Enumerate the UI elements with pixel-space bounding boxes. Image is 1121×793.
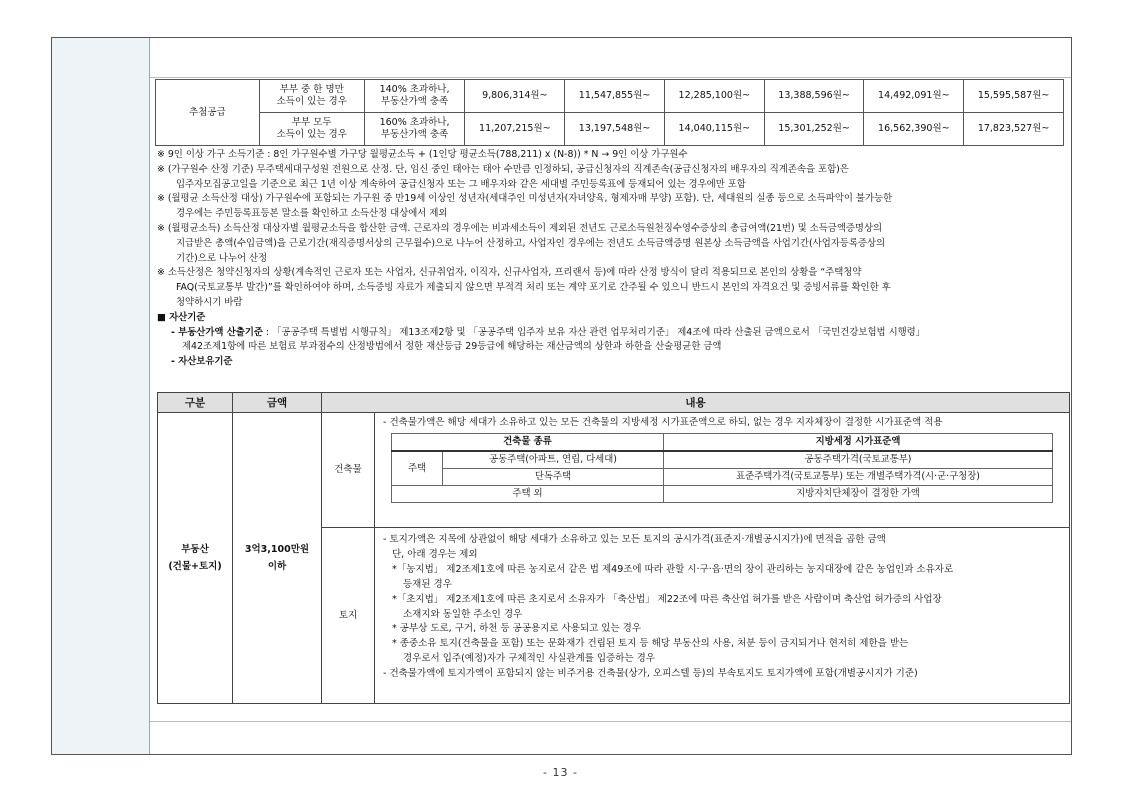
income-criteria-table [155, 79, 1064, 146]
note-line: FAQ(국토교통부 발간)”를 확인하여야 하며, 소득증빙 자료가 제출되지 않으면 부적격 처리 또는 계약 포기로 간주될 수 있으니 반드시 본인의 자격요건 및 증빙서류를 확인한 후 [176, 282, 891, 294]
real-estate-basis-cont: 제42조제1항에 따른 보험료 부과점수의 산정방법에서 정한 재산등급 29등급에 해당하는 재산금액의 상한과 하한을 산술평균한 금액 [182, 341, 722, 353]
note-line: 입주자모집공고일을 기준으로 최근 1년 이상 계속하여 공급신청자 또는 그 배우자와 같은 세대별 주민등록표에 등재되어 있는 경우에만 포함 [176, 178, 746, 190]
land-line: - 토지가액은 지목에 상관없이 해당 세대가 소유하고 있는 모든 토지의 공시가격(표준지·개별공시지가)에 면적을 곱한 금액 [383, 534, 886, 545]
table-row [392, 451, 1053, 469]
note-line: 청약하시기 바람 [176, 296, 243, 308]
condition-cell: 160% 초과하나, 부동산가액 충족 [364, 113, 465, 146]
building-label: 건축물 [322, 413, 375, 528]
standard-value-header: 지방세정 시가표준액 [664, 434, 1053, 452]
condition-cell: 부부 중 한 명만 소득이 있는 경우 [259, 80, 364, 113]
income-value: 15,595,587원~ [964, 80, 1064, 113]
amount-cell: 3억3,100만원 이하 [233, 413, 322, 704]
land-line: * 공부상 도로, 구거, 하천 등 공공용지로 사용되고 있는 경우 [392, 623, 642, 635]
income-value: 11,207,215원~ [465, 113, 565, 146]
income-value: 9,806,314원~ [465, 80, 565, 113]
real-estate-basis [157, 326, 1069, 341]
land-line: 등재된 경우 [403, 578, 452, 590]
income-value: 16,562,390원~ [864, 113, 964, 146]
note-line: ※ (월평균 소득산정 대상) 가구원수에 포함되는 가구원 중 만19세 이상인 성년자(세대주인 미성년자(자녀양육, 형제자매 부양) 포함). 단, 세대원의 실종 등으로 소득파악이 불가능한 [157, 193, 893, 205]
land-line: 단, 아래 경우는 제외 [392, 548, 478, 560]
asset-holding-heading: - 자산보유기준 [171, 356, 233, 368]
land-label: 토지 [322, 528, 375, 704]
note-line: ※ 9인 이상 가구 소득기준 : 8인 가구원수별 가구당 월평균소득 + (1인당 평균소득(788,211) x (N-8)) * N → 9인 이상 가구원수 [157, 149, 688, 160]
building-type-header: 건축물 종류 [392, 434, 664, 452]
header-amount: 금액 [233, 393, 322, 413]
page-number: - 13 - [543, 766, 578, 779]
income-value: 13,197,548원~ [565, 113, 665, 146]
condition-cell: 140% 초과하나, 부동산가액 충족 [364, 80, 465, 113]
income-value: 14,040,115원~ [664, 113, 764, 146]
land-line: *「초지법」 제2조제1호에 따른 초지로서 소유자가 「축산법」 제22조에 따른 축산업 허가를 받은 사람이며 축산업 허가증의 사업장 [392, 593, 942, 605]
notes-section [157, 148, 1069, 370]
condition-cell: 부부 모두 소득이 있는 경우 [259, 113, 364, 146]
header-content: 내용 [322, 393, 1070, 413]
table-row [158, 413, 1070, 528]
note-line: 경우에는 주민등록표등본 말소를 확인하고 소득산정 대상에서 제외 [176, 208, 448, 220]
land-line: *「농지법」 제2조제1호에 따른 농지로서 같은 법 제49조에 따라 관할 시·구·읍·면의 장이 관리하는 농지대장에 같은 농업인과 소유자로 [392, 563, 954, 575]
bottom-band [150, 721, 1071, 754]
standard-value: 표준주택가격(국토교통부) 또는 개별주택가격(시·군·구청장) [664, 469, 1053, 486]
income-value: 17,823,527원~ [964, 113, 1064, 146]
asset-criteria-table [157, 392, 1070, 704]
table-row [156, 113, 1064, 146]
building-content [375, 413, 1070, 528]
income-value: 15,301,252원~ [764, 113, 864, 146]
supply-type-cell: 추첨공급 [156, 80, 260, 146]
income-value: 11,547,855원~ [565, 80, 665, 113]
note-line: 지급받은 총액(수입금액)을 근로기간(재직증명서상의 근무월수)으로 나누어 산정하고, 사업자인 경우에는 전년도 소득금액증명 원본상 소득금액을 사업기간(사업자등록증상의 [176, 237, 886, 249]
land-line: - 건축물가액에 토지가액이 포함되지 않는 비주거용 건축물(상가, 오피스텔 등)의 부속토지도 토지가액에 포함(개별공시지가 기준) [383, 668, 918, 680]
building-type: 단독주택 [443, 469, 664, 486]
table-header-row [392, 434, 1053, 452]
note-line: ※ (월평균소득) 소득산정 대상자별 월평균소득을 합산한 금액. 근로자의 경우에는 비과세소득이 제외된 전년도 근로소득원천징수영수증상의 총급여액(21번) 및 소득금액증명상의 [157, 222, 883, 234]
note-line: ※ (가구원수 산정 기준) 무주택세대구성원 전원으로 산정. 단, 임신 중인 태아는 태아 수만큼 인정하되, 공급신청자의 직계존속(공급신청자의 배우자의 직계존속을 포함)은 [157, 163, 849, 175]
table-row [156, 80, 1064, 113]
land-line: 소재지와 동일한 주소인 경우 [403, 608, 523, 620]
income-value: 14,492,091원~ [864, 80, 964, 113]
left-sidebar-column [52, 38, 150, 754]
asset-criteria-heading: ■ 자산기준 [157, 311, 206, 323]
real-estate-basis-label: - 부동산가액 산출기준 [171, 326, 263, 338]
top-band [150, 38, 1071, 78]
land-content [375, 528, 1070, 704]
real-estate-basis-text: : 「공공주택 특별법 시행규칙」 제13조제2항 및 「공공주택 입주자 보유 자산 관련 업무처리기준」 제4조에 따라 산출된 금액으로서 「국민건강보험법 시행령」 [262, 326, 926, 338]
building-type: 주택 외 [392, 486, 664, 503]
table-row [392, 469, 1053, 486]
land-line: * 종중소유 토지(건축물을 포함) 또는 문화재가 건립된 토지 등 해당 부동산의 사용, 처분 등이 금지되거나 현저히 제한을 받는 [392, 638, 909, 650]
house-label: 주택 [392, 451, 443, 486]
income-value: 12,285,100원~ [664, 80, 764, 113]
building-type: 공동주택(아파트, 연립, 다세대) [443, 451, 664, 469]
standard-value: 공동주택가격(국토교통부) [664, 451, 1053, 469]
note-line: 기간)으로 나누어 산정 [176, 252, 268, 264]
income-value: 13,388,596원~ [764, 80, 864, 113]
note-line: ※ 소득산정은 청약신청자의 상황(계속적인 근로자 또는 사업자, 신규취업자, 이직자, 신규사업자, 프리랜서 등)에 따라 산정 방식이 달리 적용되므로 본인의 상황을 “주택청약 [157, 267, 862, 279]
header-category: 구분 [158, 393, 233, 413]
category-cell: 부동산 (건물+토지) [158, 413, 233, 704]
table-row [392, 486, 1053, 503]
standard-value: 지방자치단체장이 결정한 가액 [664, 486, 1053, 503]
land-line: 경우로서 입주(예정)자가 구체적인 사실관계를 입증하는 경우 [403, 653, 655, 665]
table-header-row [158, 393, 1070, 413]
building-description: - 건축물가액은 해당 세대가 소유하고 있는 모든 건축물의 지방세정 시가표준액으로 하되, 없는 경우 지자체장이 결정한 시가표준액 적용 [383, 417, 943, 428]
building-value-table [391, 433, 1053, 503]
